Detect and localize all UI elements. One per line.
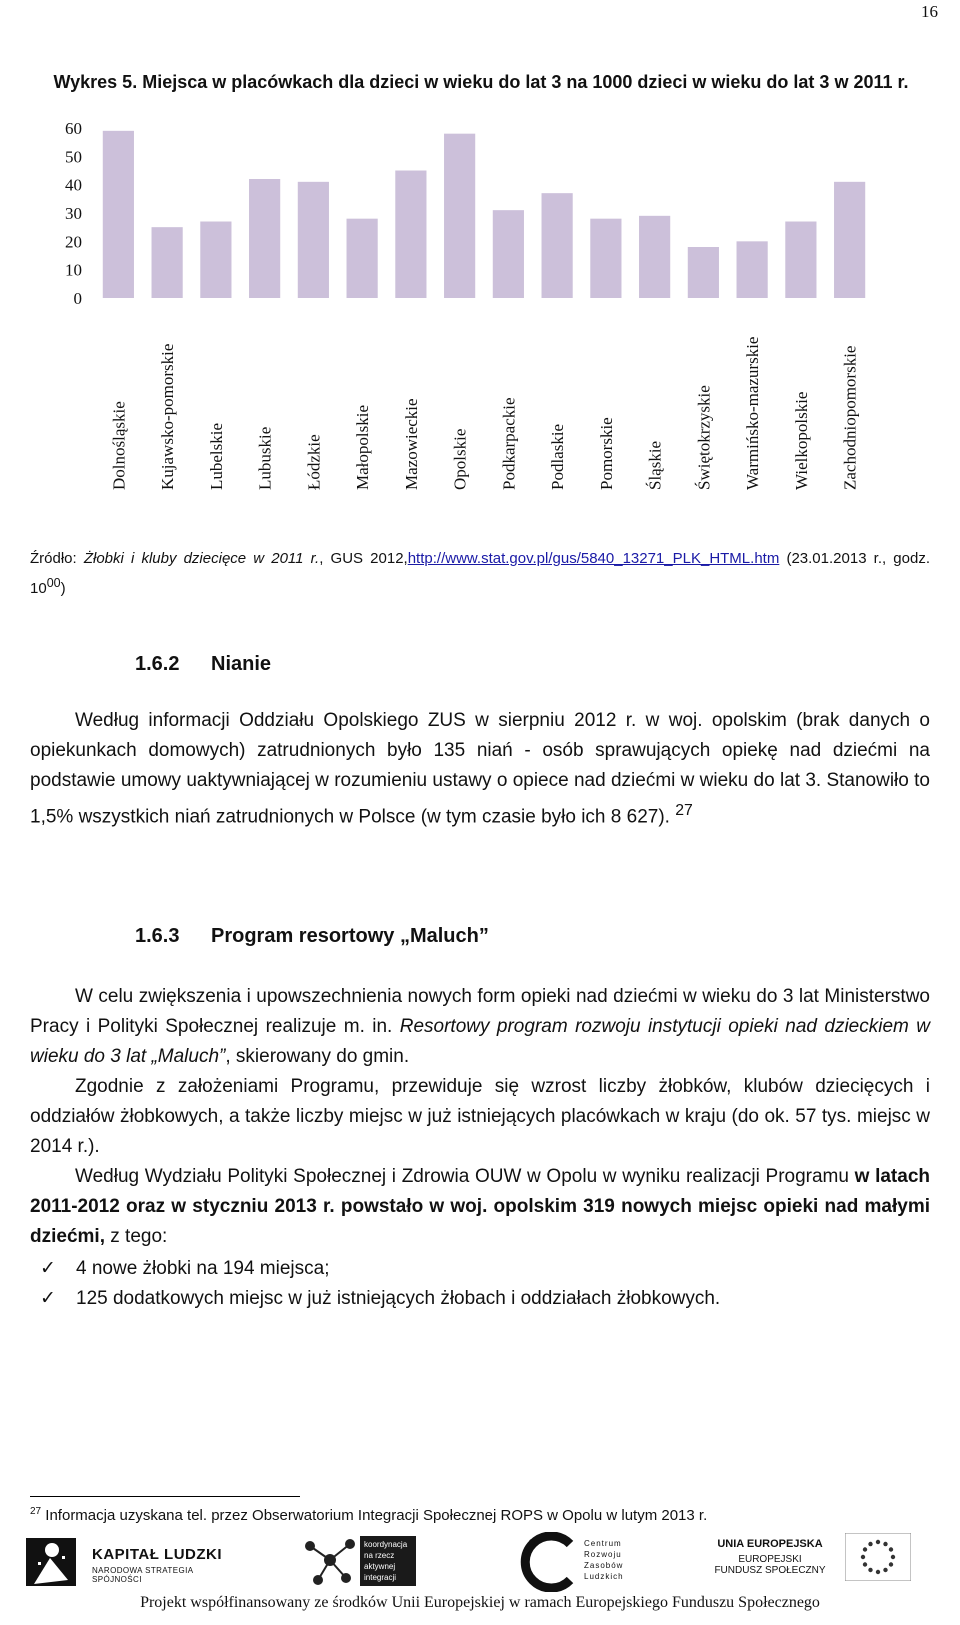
paragraph-maluch-results [30,1162,930,1252]
footnote-reference: 27 [675,802,693,819]
bar [737,241,768,298]
footnote [30,1506,707,1524]
star-icon [889,1547,893,1551]
x-tick-label: Podlaskie [548,423,568,490]
x-tick-label: Opolskie [450,428,470,490]
efs-logo [710,1538,830,1588]
x-tick-label: Lubuskie [255,426,275,490]
x-tick-label: Świętokrzyskie [694,385,714,490]
star-icon [868,1542,872,1546]
footnote-text: Informacja uzyskana tel. przez Obserwatorium Integracji Społecznej ROPS w Opolu w lutym 2013 r. [45,1507,708,1524]
y-tick-label: 0 [73,289,82,308]
bar [347,219,378,298]
koordynacja-line: koordynacja [364,1540,408,1549]
kapital-ludzki-logo [22,1532,242,1590]
bar [249,179,280,298]
star-icon [876,1570,880,1574]
star-icon [861,1555,865,1559]
y-tick-label: 30 [65,204,82,223]
checklist-text: 125 dodatkowych miejsc w już istniejących żłobach i oddziałach żłobkowych. [76,1288,721,1309]
section-number: 1.6.2 [135,653,180,675]
source-title: Żłobki i kluby dziecięce w 2011 r. [83,550,320,567]
chart-title: Wykres 5. Miejsca w placówkach dla dzieci w wieku do lat 3 na 1000 dzieci w wieku do lat 3 w 2011 r. [53,72,909,92]
paragraph-maluch-intro [30,982,930,1072]
crzl-text [584,1538,624,1582]
source-time-sup: 00 [46,576,61,590]
section-heading-nianie [135,653,271,676]
crzl-line: Ludzkich [584,1572,624,1581]
network-nodes-icon [300,1532,360,1590]
program-name: Resortowy program rozwoju instytucji opieki nad dzieckiem w wieku do 3 lat „Maluch” [30,1016,930,1067]
footnote-divider [30,1496,300,1497]
y-tick-label: 20 [65,232,82,252]
bar [639,216,670,298]
bar [298,182,329,298]
bar [785,222,816,299]
star-icon [876,1540,880,1544]
bar [152,227,183,298]
source-link[interactable]: http://www.stat.gov.pl/gus/5840_13271_PLK_HTML.htm [407,550,780,567]
star-icon [883,1568,887,1572]
y-tick-label: 50 [65,147,82,167]
star-icon [883,1542,887,1546]
paragraph-tail: z tego: [104,1226,168,1247]
star-icon [889,1562,893,1566]
x-tick-label: Małopolskie [353,405,373,490]
crzl-line: Rozwoju [584,1550,622,1559]
bar [493,210,524,298]
section-heading-maluch [135,925,489,948]
source-date: (23.01.2013 r., godz. 10 [30,550,930,597]
crzl-line: Zasobów [584,1561,624,1570]
efs-line: EUROPEJSKI [738,1554,802,1565]
kapital-ludzki-emblem-icon [22,1532,82,1590]
source-note [30,546,930,601]
bar [444,134,475,298]
paragraph-text: Według informacji Oddziału Opolskiego ZUS w sierpniu 2012 r. w woj. opolskim (brak danych o opiekunkach domowych) zatrudnionych było 135 niań - osób sprawujących opiekę nad dziećmi na podstawie umowy uaktywniającej w rozumieniu ustawy o opiece nad dziećmi w wieku do lat 3. Stanowiło to 1,5% wszystkich niań zatrudnionych w Polsce (w tym czasie było ich 8 627). [30,710,930,828]
section-number: 1.6.3 [135,925,180,947]
x-tick-label: Wielkopolskie [791,391,811,490]
crzl-line: Centrum [584,1539,622,1548]
x-tick-label: Podkarpackie [499,397,519,490]
crzl-logo [520,1532,640,1592]
star-icon [863,1547,867,1551]
star-icon [863,1562,867,1566]
checkmark-icon: ✓ [40,1257,56,1279]
koordynacja-logo [300,1532,440,1590]
kapital-ludzki-subtitle: NARODOWA STRATEGIA SPÓJNOŚCI [92,1566,193,1584]
bar [688,247,719,298]
x-tick-label: Lubelskie [206,422,226,490]
x-tick-label: Śląskie [645,440,665,490]
x-tick-label: Mazowieckie [401,398,421,490]
efs-line: FUNDUSZ SPOŁECZNY [714,1565,826,1576]
koordynacja-line: aktywnej [364,1562,396,1571]
y-tick-label: 60 [65,119,82,138]
source-close: ) [60,580,66,597]
source-publisher: , GUS 2012, [319,550,408,567]
section-title: Program resortowy „Maluch” [211,925,489,947]
y-tick-label: 10 [65,260,82,280]
koordynacja-box [360,1536,416,1586]
bar [590,219,621,298]
paragraph-maluch-goals: Zgodnie z założeniami Programu, przewiduje się wzrost liczby żłobków, klubów dziecięcych i oddziałów żłobkowych, a także liczby miejsc w już istniejących placówkach w kraju (do ok. 57 tys. miejsc w 2014 r.). [30,1076,930,1157]
paragraph-text: W celu zwiększenia i upowszechnienia nowych form opieki nad dziećmi w wieku do 3 lat Ministerstwo Pracy i Polityki Społecznej realizuje m. in. [30,986,930,1037]
x-tick-label: Łódzkie [304,434,324,490]
bar [542,193,573,298]
x-tick-label: Pomorskie [596,417,616,490]
paragraph-nianie [30,706,930,832]
y-tick-label: 40 [65,175,82,195]
x-tick-label: Warmińsko-mazurskie [743,336,763,490]
footnote-number: 27 [30,1506,42,1517]
checklist-item [40,1253,329,1284]
crzl-c-icon [520,1532,580,1592]
checkmark-icon: ✓ [40,1287,56,1309]
x-tick-label: Dolnośląskie [109,401,129,490]
koordynacja-line: na rzecz [364,1551,395,1560]
source-prefix: Źródło: [30,550,84,567]
star-icon [891,1555,895,1559]
koordynacja-line: integracji [364,1573,397,1582]
star-icon [868,1568,872,1572]
bar [200,222,231,299]
x-tick-label: Zachodniopomorskie [840,345,860,490]
paragraph-bold: w latach 2011-2012 oraz w styczniu 2013 r. powstało w woj. opolskim 319 nowych miejsc opieki nad małymi dziećmi, [30,1166,930,1247]
bar [834,182,865,298]
checklist-text: 4 nowe żłobki na 194 miejsca; [76,1258,330,1279]
eu-flag-icon [845,1533,911,1581]
page-number: 16 [921,2,938,21]
x-tick-label: Kujawsko-pomorskie [158,343,178,490]
section-title: Nianie [211,653,272,675]
bar [103,131,134,298]
checklist-item [40,1283,720,1314]
kapital-ludzki-title: KAPITAŁ LUDZKI [92,1546,223,1563]
paragraph-text: Według Wydziału Polityki Społecznej i Zdrowia OUW w Opolu w wyniku realizacji Programu [75,1166,855,1187]
ue-title: UNIA EUROPEJSKA [717,1538,823,1550]
bar [395,171,426,299]
funding-statement: Projekt współfinansowany ze środków Unii Europejskiej w ramach Europejskiego Funduszu Społecznego [140,1594,820,1611]
bar-chart [56,118,906,518]
paragraph-tail: , skierowany do gmin. [225,1046,410,1067]
